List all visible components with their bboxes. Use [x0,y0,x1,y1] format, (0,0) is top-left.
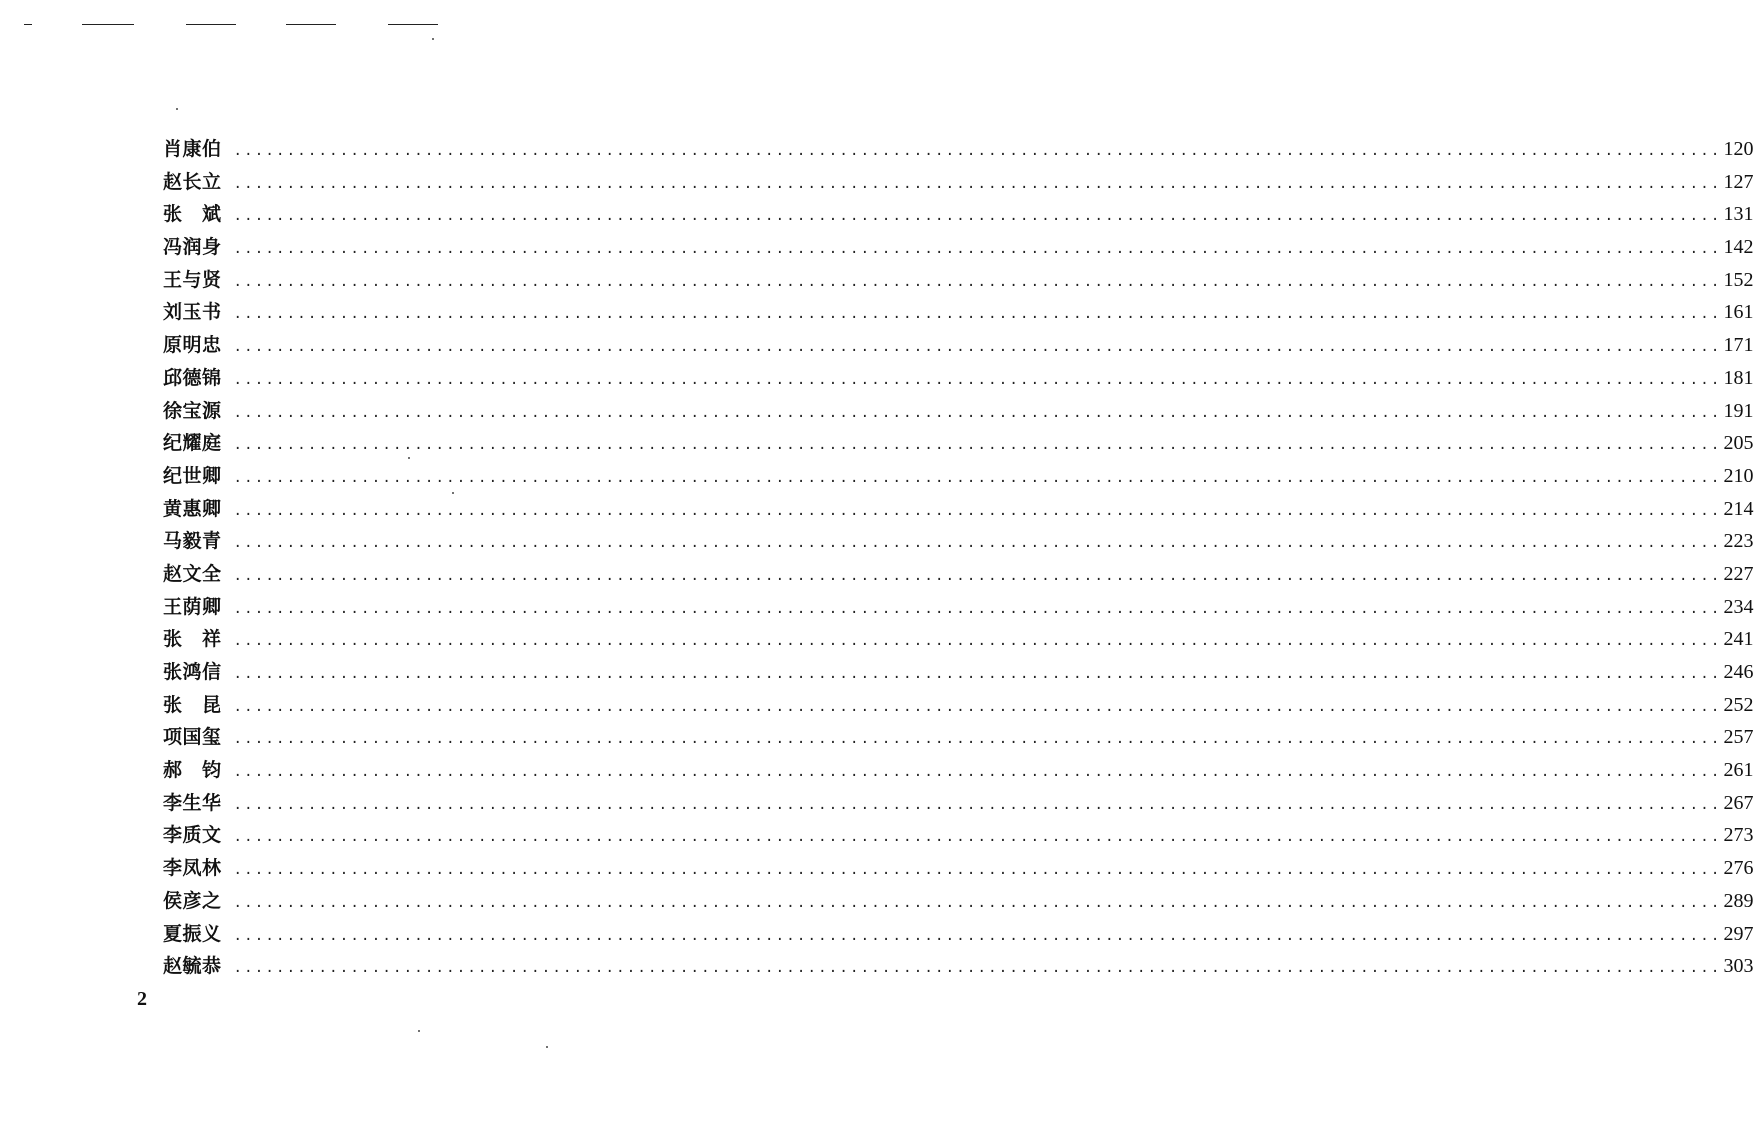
toc-entry[interactable] [163,852,1754,885]
dot-leader: ............................................................................................................................................ [233,666,1722,682]
toc-entry-name: 王与贤 [163,268,222,291]
dot-leader: ............................................................................................................................................ [233,731,1722,748]
toc-entry[interactable] [163,493,1754,526]
scan-speck [432,38,434,40]
toc-entry[interactable] [163,395,1754,428]
toc-entry-page: 297 [1723,922,1754,945]
toc-entry-page: 210 [1723,464,1754,487]
toc-entry[interactable] [163,591,1754,624]
toc-entry[interactable] [163,460,1754,493]
toc-entry-name: 李质文 [163,824,222,847]
toc-entry-name: 冯润身 [163,236,222,259]
toc-entry-page: 120 [1723,138,1754,160]
header-rule-5 [388,24,438,25]
toc-entry-name: 张 祥 [163,628,222,651]
dot-leader: ............................................................................................................................................ [233,796,1722,813]
toc-entry[interactable] [163,819,1754,852]
dot-leader: ............................................................................................................................................ [233,894,1722,911]
dot-leader: ............................................................................................................................................ [233,567,1722,584]
toc-entry-name: 张 昆 [163,693,222,716]
toc-entry[interactable] [163,166,1754,199]
toc-entry[interactable] [163,885,1754,918]
toc-entry-page: 181 [1723,366,1754,389]
toc-entry[interactable] [163,329,1754,362]
toc-entry-name: 纪耀庭 [163,432,222,455]
dot-leader: ............................................................................................................................................ [233,960,1722,977]
toc-entry-page: 276 [1723,857,1754,880]
dot-leader: ............................................................................................................................................ [233,404,1722,421]
toc-entry-page: 171 [1723,334,1754,357]
toc-entry[interactable] [163,231,1754,264]
toc-entry-name: 郝 钧 [163,759,222,782]
toc-entry-name: 肖康伯 [163,138,222,160]
toc-entry[interactable] [163,721,1754,754]
toc-entry-page: 205 [1723,432,1754,455]
dot-leader: ............................................................................................................................................ [233,143,1722,159]
toc-entry-page: 246 [1723,661,1754,683]
toc-entry-name: 黄惠卿 [163,497,222,520]
toc-entry-name: 赵毓恭 [163,955,222,978]
toc-entry[interactable] [163,427,1754,460]
toc-entry-name: 赵长立 [163,170,222,193]
toc-entry-name: 项国玺 [163,726,222,749]
toc-entry[interactable] [163,918,1754,951]
toc-entry[interactable] [163,623,1754,656]
toc-entry-name: 赵文全 [163,562,222,585]
toc-entry-page: 127 [1723,170,1754,193]
page-number: 2 [137,988,147,1010]
header-rule-3 [186,24,236,25]
toc-entry-page: 289 [1723,889,1754,912]
table-of-contents [163,133,1754,983]
dot-leader: ............................................................................................................................................ [233,306,1722,323]
toc-entry[interactable] [163,656,1754,689]
header-rule-4 [286,24,336,25]
toc-entry-page: 273 [1723,824,1754,847]
toc-entry-page: 223 [1723,530,1754,553]
toc-entry-name: 马毅青 [163,530,222,553]
dot-leader: ............................................................................................................................................ [233,698,1722,715]
toc-entry-name: 原明忠 [163,334,222,357]
toc-entry-page: 131 [1723,203,1754,226]
toc-entry[interactable] [163,362,1754,395]
toc-entry[interactable] [163,689,1754,722]
dot-leader: ............................................................................................................................................ [233,437,1722,454]
toc-entry-name: 纪世卿 [163,464,222,487]
toc-entry-page: 234 [1723,595,1754,618]
toc-entry-name: 王荫卿 [163,595,222,618]
toc-entry[interactable] [163,787,1754,820]
toc-entry-name: 刘玉书 [163,301,222,324]
toc-entry-page: 191 [1723,399,1754,422]
dot-leader: ............................................................................................................................................ [233,862,1722,879]
toc-entry-page: 161 [1723,301,1754,324]
toc-entry[interactable] [163,558,1754,591]
dot-leader: ............................................................................................................................................ [233,927,1722,944]
dot-leader: ............................................................................................................................................ [233,175,1722,192]
toc-entry[interactable] [163,754,1754,787]
toc-entry[interactable] [163,525,1754,558]
dot-leader: ............................................................................................................................................ [233,600,1722,617]
toc-entry[interactable] [163,198,1754,231]
toc-entry-page: 142 [1723,236,1754,259]
dot-leader: ............................................................................................................................................ [233,502,1722,519]
header-rule-2 [82,24,134,25]
toc-entry-name: 张 斌 [163,203,222,226]
dot-leader: ............................................................................................................................................ [233,633,1722,650]
toc-entry-name: 邱德锦 [163,366,222,389]
toc-entry[interactable] [163,133,1754,166]
toc-entry-name: 徐宝源 [163,399,222,422]
toc-entry-page: 261 [1723,759,1754,782]
toc-entry[interactable] [163,950,1754,983]
dot-leader: ............................................................................................................................................ [233,241,1722,258]
dot-leader: ............................................................................................................................................ [233,371,1722,388]
toc-entry-page: 257 [1723,726,1754,749]
toc-entry[interactable] [163,264,1754,297]
toc-entry-name: 张鸿信 [163,661,222,683]
dot-leader: ............................................................................................................................................ [233,829,1722,846]
toc-entry-name: 李生华 [163,791,222,814]
toc-entry-name: 李凤林 [163,857,222,880]
toc-entry-page: 227 [1723,562,1754,585]
scan-speck [418,1030,420,1032]
toc-entry-name: 侯彦之 [163,889,222,912]
header-rule-1 [24,24,32,25]
dot-leader: ............................................................................................................................................ [233,469,1722,486]
scan-speck [546,1046,548,1048]
toc-entry-page: 214 [1723,497,1754,520]
toc-entry-page: 267 [1723,791,1754,814]
dot-leader: ............................................................................................................................................ [233,273,1722,290]
toc-entry-page: 241 [1723,628,1754,651]
dot-leader: ............................................................................................................................................ [233,208,1722,225]
dot-leader: ............................................................................................................................................ [233,535,1722,552]
toc-entry-page: 152 [1723,268,1754,291]
toc-entry-name: 夏振义 [163,922,222,945]
toc-entry[interactable] [163,296,1754,329]
toc-entry-page: 252 [1723,693,1754,716]
scan-speck [176,108,178,110]
dot-leader: ............................................................................................................................................ [233,339,1722,356]
dot-leader: ............................................................................................................................................ [233,764,1722,781]
toc-entry-page: 303 [1723,955,1754,978]
